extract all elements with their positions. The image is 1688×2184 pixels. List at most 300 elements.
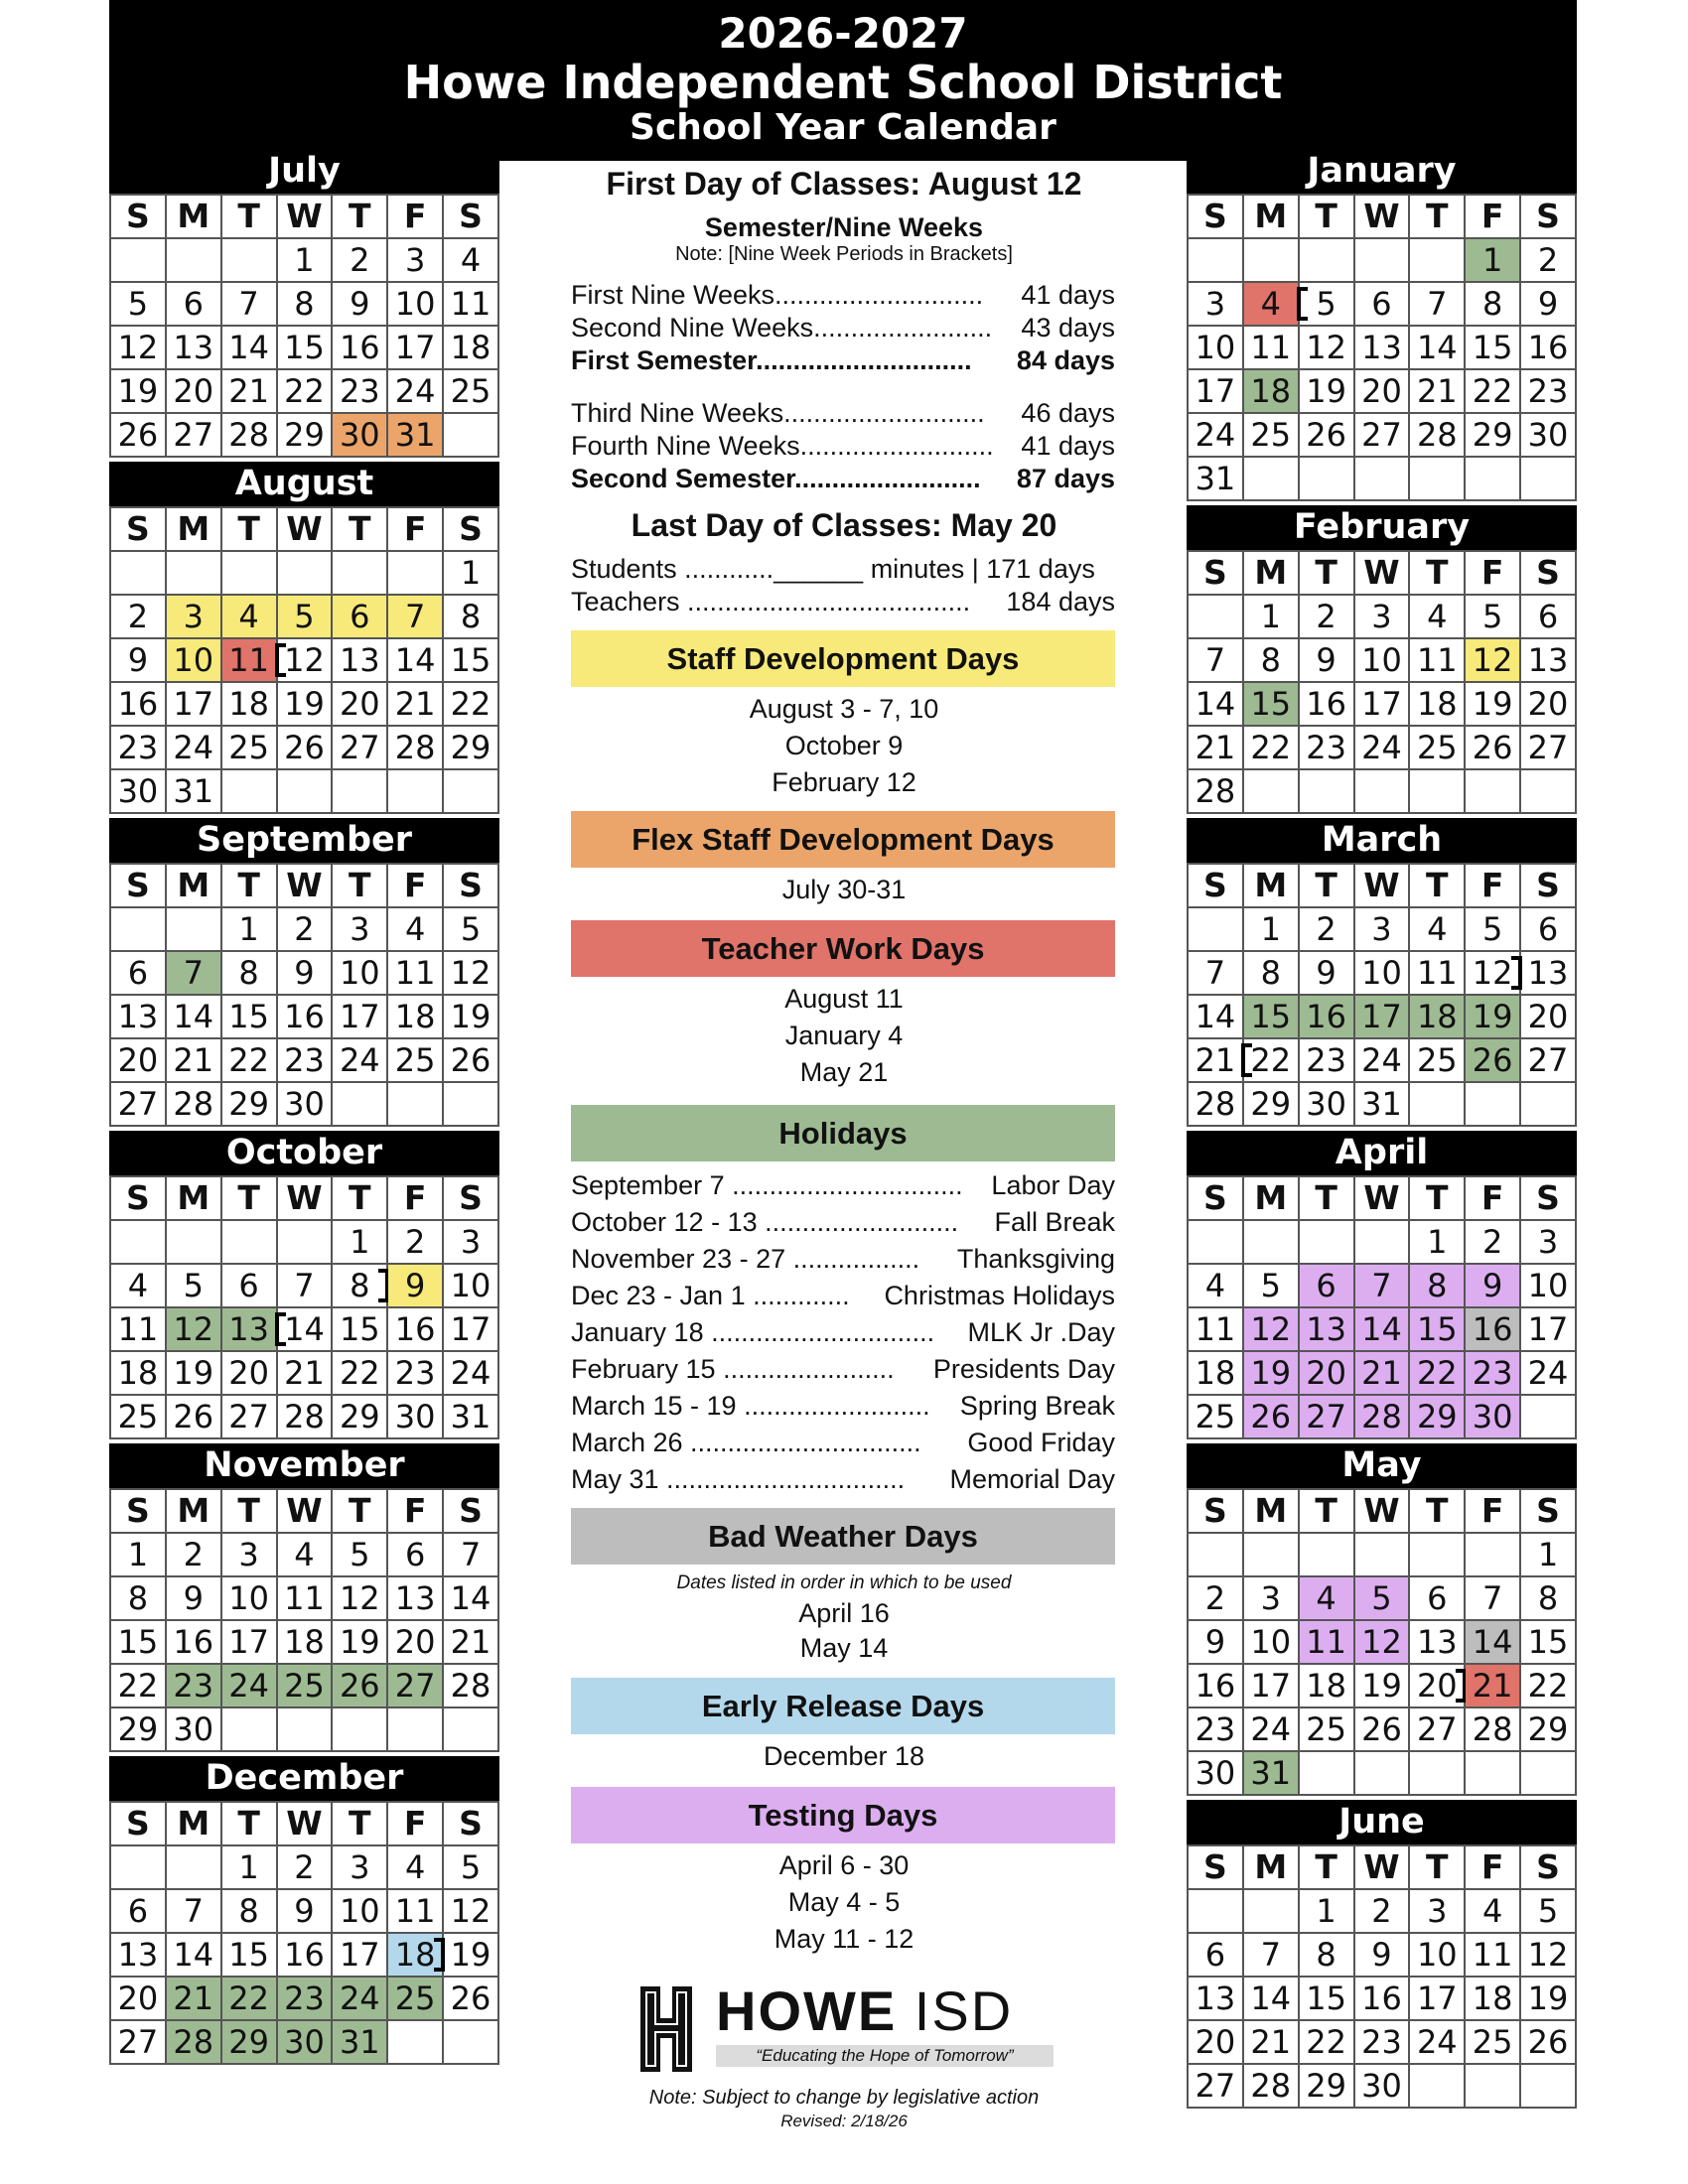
- day-cell: 9: [1354, 1933, 1410, 1977]
- day-cell: 7: [166, 951, 221, 995]
- day-cell: 18: [110, 1351, 166, 1395]
- day-cell: 13: [110, 1933, 166, 1977]
- day-cell: 11: [221, 638, 277, 682]
- day-cell: 17: [332, 995, 387, 1038]
- weekday-label: T: [1299, 864, 1354, 907]
- day-cell: 1: [1409, 1220, 1465, 1264]
- weekday-label: M: [166, 864, 221, 907]
- weekday-label: W: [277, 864, 333, 907]
- calendar-subtitle: School Year Calendar: [630, 107, 1056, 148]
- month-title: December: [109, 1756, 499, 1801]
- week-row: [1188, 595, 1576, 638]
- day-cell: 2: [1299, 595, 1354, 638]
- week-row: [1188, 907, 1576, 951]
- day-cell: 19: [1465, 995, 1520, 1038]
- legend-line: First Nine Weeks............................ 41 days: [571, 280, 1115, 310]
- legend-line: Fourth Nine Weeks.......................... 41 days: [571, 431, 1115, 461]
- revised-date: Revised: 2/18/26: [780, 2112, 908, 2130]
- day-cell: 21: [443, 1620, 498, 1664]
- day-cell: 11: [110, 1307, 166, 1351]
- logo-motto: “Educating the Hope of Tomorrow”: [716, 2045, 1054, 2067]
- day-cell: 16: [1465, 1307, 1520, 1351]
- day-cell: 18: [443, 326, 498, 369]
- weekday-label: F: [387, 195, 443, 238]
- day-cell: 22: [277, 369, 333, 413]
- day-cell: 7: [1188, 951, 1243, 995]
- weekday-label: F: [387, 1489, 443, 1533]
- month-january: [1187, 149, 1577, 501]
- day-cell: 11: [387, 1889, 443, 1933]
- legend-line: February 15 ....................... Presidents Day: [571, 1354, 1115, 1384]
- empty-day-cell: [110, 551, 166, 595]
- legend-date: May 11 - 12: [774, 1924, 914, 1954]
- day-cell: 25: [1465, 2020, 1520, 2064]
- day-cell: 18: [1465, 1977, 1520, 2020]
- school-year: 2026-2027: [718, 9, 968, 58]
- week-row: [110, 1707, 498, 1751]
- day-cell: 5: [1243, 1264, 1299, 1307]
- weekday-label: S: [1188, 551, 1243, 595]
- weekday-label: F: [1465, 195, 1520, 238]
- legend-line: Students ............______ minutes | 171 days: [571, 554, 1095, 584]
- week-row: [1188, 1977, 1576, 2020]
- day-cell: 29: [1465, 413, 1520, 457]
- month-february: [1187, 505, 1577, 814]
- day-cell: 15: [1409, 1307, 1465, 1351]
- day-cell: 16: [277, 995, 333, 1038]
- day-cell: 9: [277, 1889, 333, 1933]
- weekday-label: S: [443, 1176, 498, 1220]
- day-cell: 14: [387, 638, 443, 682]
- weekday-label: F: [387, 507, 443, 551]
- day-cell: 6: [1409, 1576, 1465, 1620]
- day-cell: 1: [221, 1845, 277, 1889]
- week-row: [110, 595, 498, 638]
- empty-day-cell: [1354, 457, 1410, 500]
- day-cell: 7: [277, 1264, 333, 1307]
- day-cell: 1: [277, 238, 333, 282]
- day-cell: 22: [1299, 2020, 1354, 2064]
- weekday-label: M: [166, 195, 221, 238]
- day-cell: 4: [443, 238, 498, 282]
- day-cell: 5: [443, 1845, 498, 1889]
- day-cell: 2: [1299, 907, 1354, 951]
- day-cell: 13: [110, 995, 166, 1038]
- day-cell: 17: [1354, 682, 1410, 726]
- weekday-label: T: [221, 195, 277, 238]
- weekday-label: T: [1409, 864, 1465, 907]
- day-cell: 22: [1520, 1664, 1576, 1707]
- day-cell: 4: [110, 1264, 166, 1307]
- month-title: October: [109, 1131, 499, 1175]
- weekday-label: T: [1409, 1845, 1465, 1889]
- day-cell: 12: [1299, 326, 1354, 369]
- day-cell: 31: [1243, 1751, 1299, 1795]
- week-row: [110, 1264, 498, 1307]
- weekday-label: T: [221, 1176, 277, 1220]
- day-cell: 6: [110, 951, 166, 995]
- legend-date: July 30-31: [781, 875, 907, 904]
- day-cell: 29: [443, 726, 498, 769]
- day-cell: 25: [1409, 1038, 1465, 1082]
- week-row: [110, 1082, 498, 1126]
- day-cell: 24: [1188, 413, 1243, 457]
- week-row: [1188, 2020, 1576, 2064]
- staff-development-dates: [501, 691, 1187, 801]
- day-cell: 15: [443, 638, 498, 682]
- day-cell: 14: [1188, 995, 1243, 1038]
- day-cell: 3: [166, 595, 221, 638]
- week-row: [1188, 1220, 1576, 1264]
- day-cell: 25: [387, 1038, 443, 1082]
- week-row: [1188, 1707, 1576, 1751]
- week-row: [1188, 1351, 1576, 1395]
- day-cell: 8: [1243, 951, 1299, 995]
- day-cell: 3: [1188, 282, 1243, 326]
- month-grid: [1187, 1488, 1577, 1796]
- day-cell: 6: [166, 282, 221, 326]
- month-grid: [109, 1488, 499, 1752]
- day-cell: 22: [221, 1977, 277, 2020]
- weekday-label: S: [110, 1489, 166, 1533]
- empty-day-cell: [1409, 1533, 1465, 1576]
- day-cell: 12: [277, 638, 333, 682]
- legend-date: October 9: [784, 731, 904, 760]
- day-cell: 24: [1409, 2020, 1465, 2064]
- legend-date: August 11: [784, 984, 904, 1014]
- day-cell: 4: [277, 1533, 333, 1576]
- legend-date: May 21: [799, 1057, 889, 1087]
- legend-date: December 18: [763, 1741, 925, 1771]
- right-month-column: [1187, 149, 1577, 2109]
- day-cell: 20: [332, 682, 387, 726]
- day-cell: 4: [1409, 595, 1465, 638]
- day-cell: 31: [1354, 1082, 1410, 1126]
- empty-day-cell: [1409, 238, 1465, 282]
- day-cell: 29: [277, 413, 333, 457]
- day-cell: 10: [387, 282, 443, 326]
- day-cell: 28: [166, 1082, 221, 1126]
- day-cell: 17: [1409, 1977, 1465, 2020]
- month-march: [1187, 818, 1577, 1127]
- day-cell: 30: [1354, 2064, 1410, 2108]
- month-grid: [109, 1175, 499, 1439]
- day-cell: 14: [1243, 1977, 1299, 2020]
- week-row: [110, 769, 498, 813]
- empty-day-cell: [277, 1220, 333, 1264]
- day-cell: 23: [277, 1977, 333, 2020]
- legend-date: April 6 - 30: [778, 1850, 910, 1880]
- day-cell: 27: [110, 1082, 166, 1126]
- day-cell: 19: [1354, 1664, 1410, 1707]
- week-row: [1188, 995, 1576, 1038]
- day-cell: 27: [110, 2020, 166, 2064]
- week-row: [1188, 1264, 1576, 1307]
- weekday-label: T: [1299, 1845, 1354, 1889]
- day-cell: 20: [1188, 2020, 1243, 2064]
- day-cell: 21: [1465, 1664, 1520, 1707]
- day-cell: 3: [1520, 1220, 1576, 1264]
- legend-line: Teachers ...................................... 184 days: [571, 587, 1115, 616]
- empty-day-cell: [1465, 1533, 1520, 1576]
- empty-day-cell: [1409, 2064, 1465, 2108]
- day-cell: 30: [1520, 413, 1576, 457]
- day-cell: 27: [1188, 2064, 1243, 2108]
- week-row: [110, 1977, 498, 2020]
- week-row: [1188, 238, 1576, 282]
- month-title: July: [109, 149, 499, 194]
- day-cell: 7: [1188, 638, 1243, 682]
- day-cell: 19: [332, 1620, 387, 1664]
- weekday-label: S: [110, 1802, 166, 1845]
- empty-day-cell: [387, 1082, 443, 1126]
- legend-panel: [501, 164, 1187, 2132]
- day-cell: 7: [1409, 282, 1465, 326]
- empty-day-cell: [1299, 238, 1354, 282]
- empty-day-cell: [221, 769, 277, 813]
- week-row: [1188, 1620, 1576, 1664]
- day-cell: 24: [387, 369, 443, 413]
- day-cell: 27: [1354, 413, 1410, 457]
- day-cell: 13: [387, 1576, 443, 1620]
- day-cell: 8: [1243, 638, 1299, 682]
- day-cell: 27: [166, 413, 221, 457]
- day-cell: 24: [1354, 726, 1410, 769]
- day-cell: 1: [1465, 238, 1520, 282]
- teacher-work-days-band: Teacher Work Days: [571, 920, 1115, 977]
- empty-day-cell: [387, 2020, 443, 2064]
- day-cell: 12: [1354, 1620, 1410, 1664]
- week-row: [110, 1533, 498, 1576]
- first-day-of-classes: First Day of Classes: August 12: [606, 166, 1082, 202]
- week-row: [1188, 326, 1576, 369]
- empty-day-cell: [1188, 907, 1243, 951]
- weekday-label: S: [1520, 1489, 1576, 1533]
- day-cell: 29: [221, 1082, 277, 1126]
- weekday-label: S: [1520, 551, 1576, 595]
- day-cell: 2: [1520, 238, 1576, 282]
- day-cell: 6: [1520, 595, 1576, 638]
- day-cell: 5: [166, 1264, 221, 1307]
- day-cell: 3: [1409, 1889, 1465, 1933]
- weekday-label: T: [332, 507, 387, 551]
- week-row: [1188, 2064, 1576, 2108]
- day-cell: 21: [277, 1351, 333, 1395]
- weekday-label: S: [443, 195, 498, 238]
- h-logo-icon: [637, 1979, 695, 2079]
- day-cell: 11: [1409, 638, 1465, 682]
- day-cell: 26: [443, 1977, 498, 2020]
- day-cell: 17: [1243, 1664, 1299, 1707]
- week-row: [110, 951, 498, 995]
- legend-date: February 12: [772, 767, 916, 797]
- month-june: [1187, 1800, 1577, 2109]
- week-row: [110, 1307, 498, 1351]
- attendance-list: [501, 553, 1187, 618]
- empty-day-cell: [1520, 1082, 1576, 1126]
- day-cell: 5: [443, 907, 498, 951]
- week-row: [110, 638, 498, 682]
- day-cell: 1: [1520, 1533, 1576, 1576]
- day-cell: 8: [1465, 282, 1520, 326]
- day-cell: 12: [1520, 1933, 1576, 1977]
- day-cell: 12: [332, 1576, 387, 1620]
- empty-day-cell: [1520, 769, 1576, 813]
- first-semester-total: First Semester............................. 84 days: [571, 345, 1115, 375]
- day-cell: 27: [1520, 1038, 1576, 1082]
- day-cell: 28: [1188, 769, 1243, 813]
- second-semester-total: Second Semester......................... 87 days: [571, 464, 1115, 493]
- day-cell: 28: [277, 1395, 333, 1438]
- legend-line: March 26 ............................... Good Friday: [571, 1428, 1115, 1457]
- empty-day-cell: [1520, 457, 1576, 500]
- day-cell: 5: [1465, 907, 1520, 951]
- day-cell: 25: [443, 369, 498, 413]
- day-cell: 3: [1354, 595, 1410, 638]
- day-cell: 9: [1465, 1264, 1520, 1307]
- day-cell: 10: [1409, 1933, 1465, 1977]
- day-cell: 14: [443, 1576, 498, 1620]
- day-cell: 1: [221, 907, 277, 951]
- day-cell: 15: [1243, 995, 1299, 1038]
- week-row: [1188, 951, 1576, 995]
- day-cell: 9: [110, 638, 166, 682]
- day-cell: 31: [387, 413, 443, 457]
- day-cell: 2: [1188, 1576, 1243, 1620]
- day-cell: 10: [1354, 638, 1410, 682]
- day-cell: 24: [221, 1664, 277, 1707]
- day-cell: 15: [1465, 326, 1520, 369]
- day-cell: 9: [1188, 1620, 1243, 1664]
- legend-line: January 18 .............................. MLK Jr .Day: [571, 1317, 1115, 1347]
- left-month-column: [109, 149, 499, 2065]
- empty-day-cell: [332, 551, 387, 595]
- day-cell: 27: [332, 726, 387, 769]
- empty-day-cell: [1299, 1751, 1354, 1795]
- weekday-label: S: [1188, 864, 1243, 907]
- day-cell: 5: [1299, 282, 1354, 326]
- day-cell: 12: [1243, 1307, 1299, 1351]
- day-cell: 8: [221, 951, 277, 995]
- month-title: April: [1187, 1131, 1577, 1175]
- week-row: [110, 682, 498, 726]
- empty-day-cell: [1243, 1533, 1299, 1576]
- month-grid: [1187, 1175, 1577, 1439]
- day-cell: 17: [443, 1307, 498, 1351]
- day-cell: 18: [1409, 682, 1465, 726]
- day-cell: 12: [166, 1307, 221, 1351]
- day-cell: 12: [443, 1889, 498, 1933]
- day-cell: 16: [387, 1307, 443, 1351]
- day-cell: 25: [1243, 413, 1299, 457]
- day-cell: 2: [387, 1220, 443, 1264]
- weekday-label: M: [1243, 1845, 1299, 1889]
- weekday-label: T: [221, 1489, 277, 1533]
- day-cell: 17: [387, 326, 443, 369]
- weekday-label: S: [1520, 1176, 1576, 1220]
- weekday-label: M: [166, 507, 221, 551]
- testing-days-band: Testing Days: [571, 1787, 1115, 1843]
- day-cell: 3: [332, 907, 387, 951]
- day-cell: 2: [332, 238, 387, 282]
- day-cell: 11: [387, 951, 443, 995]
- day-cell: 9: [1299, 951, 1354, 995]
- day-cell: 24: [332, 1038, 387, 1082]
- day-cell: 26: [332, 1664, 387, 1707]
- day-cell: 27: [1299, 1395, 1354, 1438]
- day-cell: 15: [221, 1933, 277, 1977]
- day-cell: 13: [1409, 1620, 1465, 1664]
- empty-day-cell: [1465, 457, 1520, 500]
- day-cell: 14: [221, 326, 277, 369]
- day-cell: 24: [443, 1351, 498, 1395]
- weekday-label: S: [110, 195, 166, 238]
- day-cell: 23: [1188, 1707, 1243, 1751]
- empty-day-cell: [443, 769, 498, 813]
- legend-line: May 31 ................................ Memorial Day: [571, 1464, 1115, 1494]
- day-cell: 22: [1465, 369, 1520, 413]
- empty-day-cell: [387, 1707, 443, 1751]
- day-cell: 15: [1520, 1620, 1576, 1664]
- day-cell: 20: [166, 369, 221, 413]
- day-cell: 20: [110, 1038, 166, 1082]
- day-cell: 13: [1520, 951, 1576, 995]
- week-row: [1188, 638, 1576, 682]
- day-cell: 6: [221, 1264, 277, 1307]
- week-row: [110, 995, 498, 1038]
- empty-day-cell: [277, 769, 333, 813]
- day-cell: 30: [1299, 1082, 1354, 1126]
- empty-day-cell: [1354, 769, 1410, 813]
- day-cell: 30: [277, 1082, 333, 1126]
- day-cell: 18: [1243, 369, 1299, 413]
- day-cell: 7: [1354, 1264, 1410, 1307]
- early-release-band: Early Release Days: [571, 1678, 1115, 1734]
- day-cell: 9: [1299, 638, 1354, 682]
- empty-day-cell: [443, 413, 498, 457]
- day-cell: 23: [1299, 1038, 1354, 1082]
- day-cell: 25: [387, 1977, 443, 2020]
- week-row: [110, 1220, 498, 1264]
- semester-heading: Semester/Nine Weeks: [704, 212, 984, 242]
- day-cell: 18: [1409, 995, 1465, 1038]
- day-cell: 21: [1188, 726, 1243, 769]
- week-row: [110, 1664, 498, 1707]
- weekday-label: T: [221, 864, 277, 907]
- day-cell: 16: [332, 326, 387, 369]
- week-row: [1188, 726, 1576, 769]
- day-cell: 25: [277, 1664, 333, 1707]
- weekday-label: F: [1465, 551, 1520, 595]
- empty-day-cell: [166, 238, 221, 282]
- empty-day-cell: [1299, 1533, 1354, 1576]
- weekday-label: F: [1465, 1176, 1520, 1220]
- legend-line: Second Nine Weeks........................ 43 days: [571, 313, 1115, 342]
- empty-day-cell: [387, 551, 443, 595]
- day-cell: 26: [1465, 726, 1520, 769]
- empty-day-cell: [1520, 1395, 1576, 1438]
- day-cell: 4: [387, 907, 443, 951]
- day-cell: 14: [166, 1933, 221, 1977]
- month-july: [109, 149, 499, 458]
- day-cell: 18: [277, 1620, 333, 1664]
- day-cell: 25: [1409, 726, 1465, 769]
- day-cell: 1: [443, 551, 498, 595]
- month-may: [1187, 1443, 1577, 1796]
- day-cell: 17: [221, 1620, 277, 1664]
- day-cell: 21: [166, 1977, 221, 2020]
- week-row: [110, 1889, 498, 1933]
